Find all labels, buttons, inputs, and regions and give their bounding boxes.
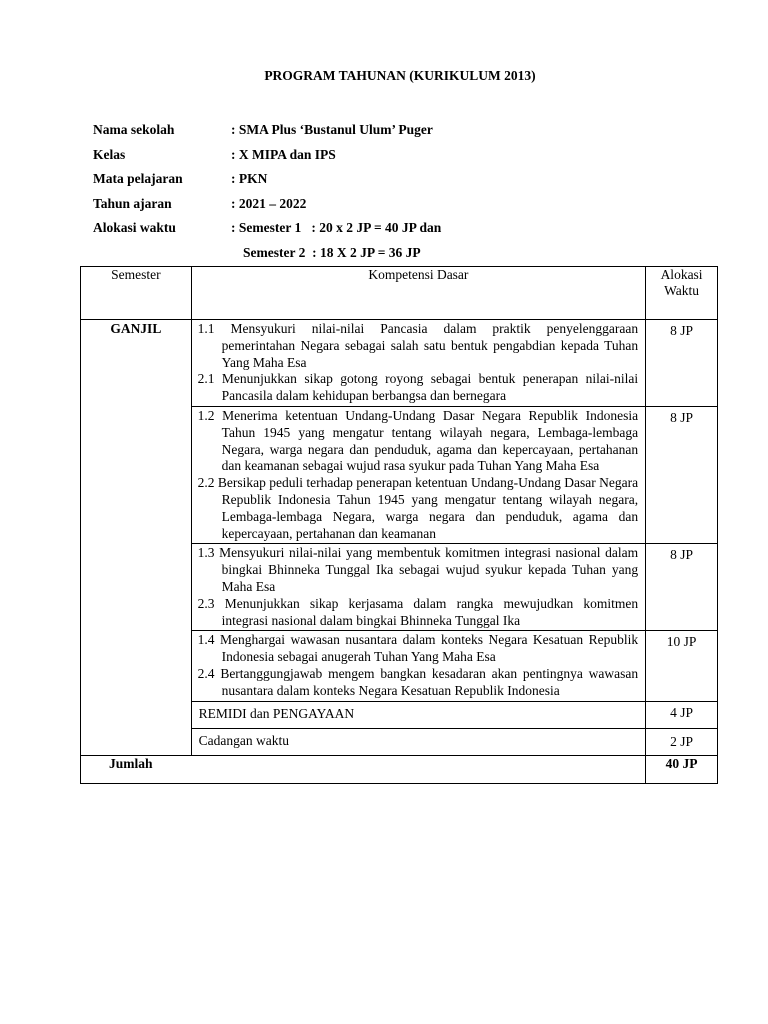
info-block [93, 121, 441, 268]
header-semester: Semester [81, 267, 192, 320]
kd-item: 2.2 Bersikap peduli terhadap penerapan ketentuan Undang-Undang Dasar Negara Republik Indonesia Tahun 1945 yang mengatur tentang wilayah negara, Lembaga-lembaga Negara, warga negara dan penduduk, agama dan kepercayaan, pertahanan dan keamanan [197, 475, 639, 541]
info-value: : Semester 1 : 20 x 2 JP = 40 JP dan [231, 220, 442, 235]
jumlah-alokasi: 40 JP [646, 755, 718, 783]
cadangan-label: Cadangan waktu [191, 728, 645, 755]
info-row-year [93, 195, 441, 220]
kd-cell [191, 544, 645, 631]
info-value: : SMA Plus ‘Bustanul Ulum’ Puger [231, 122, 433, 137]
kd-cell [191, 320, 645, 407]
table-row-jumlah [81, 755, 718, 783]
kd-cell [191, 406, 645, 543]
info-value: : X MIPA dan IPS [231, 146, 336, 162]
kd-item: 1.1 Mensyukuri nilai-nilai Pancasia dalam praktik penyelenggaraan pemerintahan Negara sebagai salah satu bentuk pengabdian kepada Tuhan Yang Maha Esa [197, 321, 639, 370]
info-row-class [93, 146, 441, 171]
info-label: Tahun ajaran [93, 195, 172, 211]
info-value-continuation: Semester 2 : 18 X 2 JP = 36 JP [243, 244, 421, 260]
table-row [81, 320, 718, 407]
document-title: PROGRAM TAHUNAN (KURIKULUM 2013) [264, 68, 536, 83]
header-alokasi-waktu: Alokasi Waktu [646, 267, 718, 320]
semester-cell: GANJIL [81, 320, 192, 756]
alokasi-cell: 8 JP [646, 406, 718, 543]
info-row-school [93, 121, 441, 146]
kd-item: 1.4 Menghargai wawasan nusantara dalam konteks Negara Kesatuan Republik Indonesia sebagai anugerah Tuhan Yang Maha Esa [197, 632, 639, 665]
remidi-alokasi: 4 JP [646, 701, 718, 728]
remidi-label: REMIDI dan PENGAYAAN [191, 701, 645, 728]
info-row-semester-2 [93, 244, 441, 269]
kd-cell [191, 631, 645, 701]
jumlah-label: Jumlah [81, 755, 646, 783]
info-label: Mata pelajaran [93, 171, 183, 186]
info-row-time-allocation [93, 219, 441, 244]
alokasi-cell: 10 JP [646, 631, 718, 701]
annual-program-table [80, 266, 718, 784]
kd-item: 2.4 Bertanggungjawab mengem bangkan kesadaran akan pentingnya wawasan nusantara dalam konteks Negara Kesatuan Republik Indonesia [197, 665, 639, 698]
kd-item: 2.3 Menunjukkan sikap kerjasama dalam rangka mewujudkan komitmen integrasi nasional dalam bingkai Bhinneka Tunggal Ika [197, 595, 639, 628]
info-label: Nama sekolah [93, 122, 175, 137]
alokasi-cell: 8 JP [646, 320, 718, 407]
info-label: Kelas [93, 146, 126, 162]
info-label: Alokasi waktu [93, 220, 176, 235]
kd-item: 1.3 Mensyukuri nilai-nilai yang membentuk komitmen integrasi nasional dalam bingkai Bhinneka Tunggal Ika sebagai wujud syukur kepada Tuhan yang Maha Esa [197, 545, 639, 594]
kd-item: 2.1 Menunjukkan sikap gotong royong sebagai bentuk penerapan nilai-nilai Pancasila dalam kehidupan berbangsa dan bernegara [197, 371, 639, 404]
cadangan-alokasi: 2 JP [646, 728, 718, 755]
info-value: : PKN [231, 171, 268, 186]
info-value: : 2021 – 2022 [231, 195, 307, 211]
kd-item: 1.2 Menerima ketentuan Undang-Undang Dasar Negara Republik Indonesia Tahun 1945 yang mengatur tentang wilayah negara, Lembaga-lembaga Negara, warga negara dan penduduk, agama dan kepercayaan, pertahanan dan keamanan sebagai wujud rasa syukur pada Tuhan Yang Maha Esa [197, 407, 639, 474]
table-header-row [81, 267, 718, 320]
info-row-subject [93, 170, 441, 195]
alokasi-cell: 8 JP [646, 544, 718, 631]
header-kompetensi-dasar: Kompetensi Dasar [191, 267, 645, 320]
